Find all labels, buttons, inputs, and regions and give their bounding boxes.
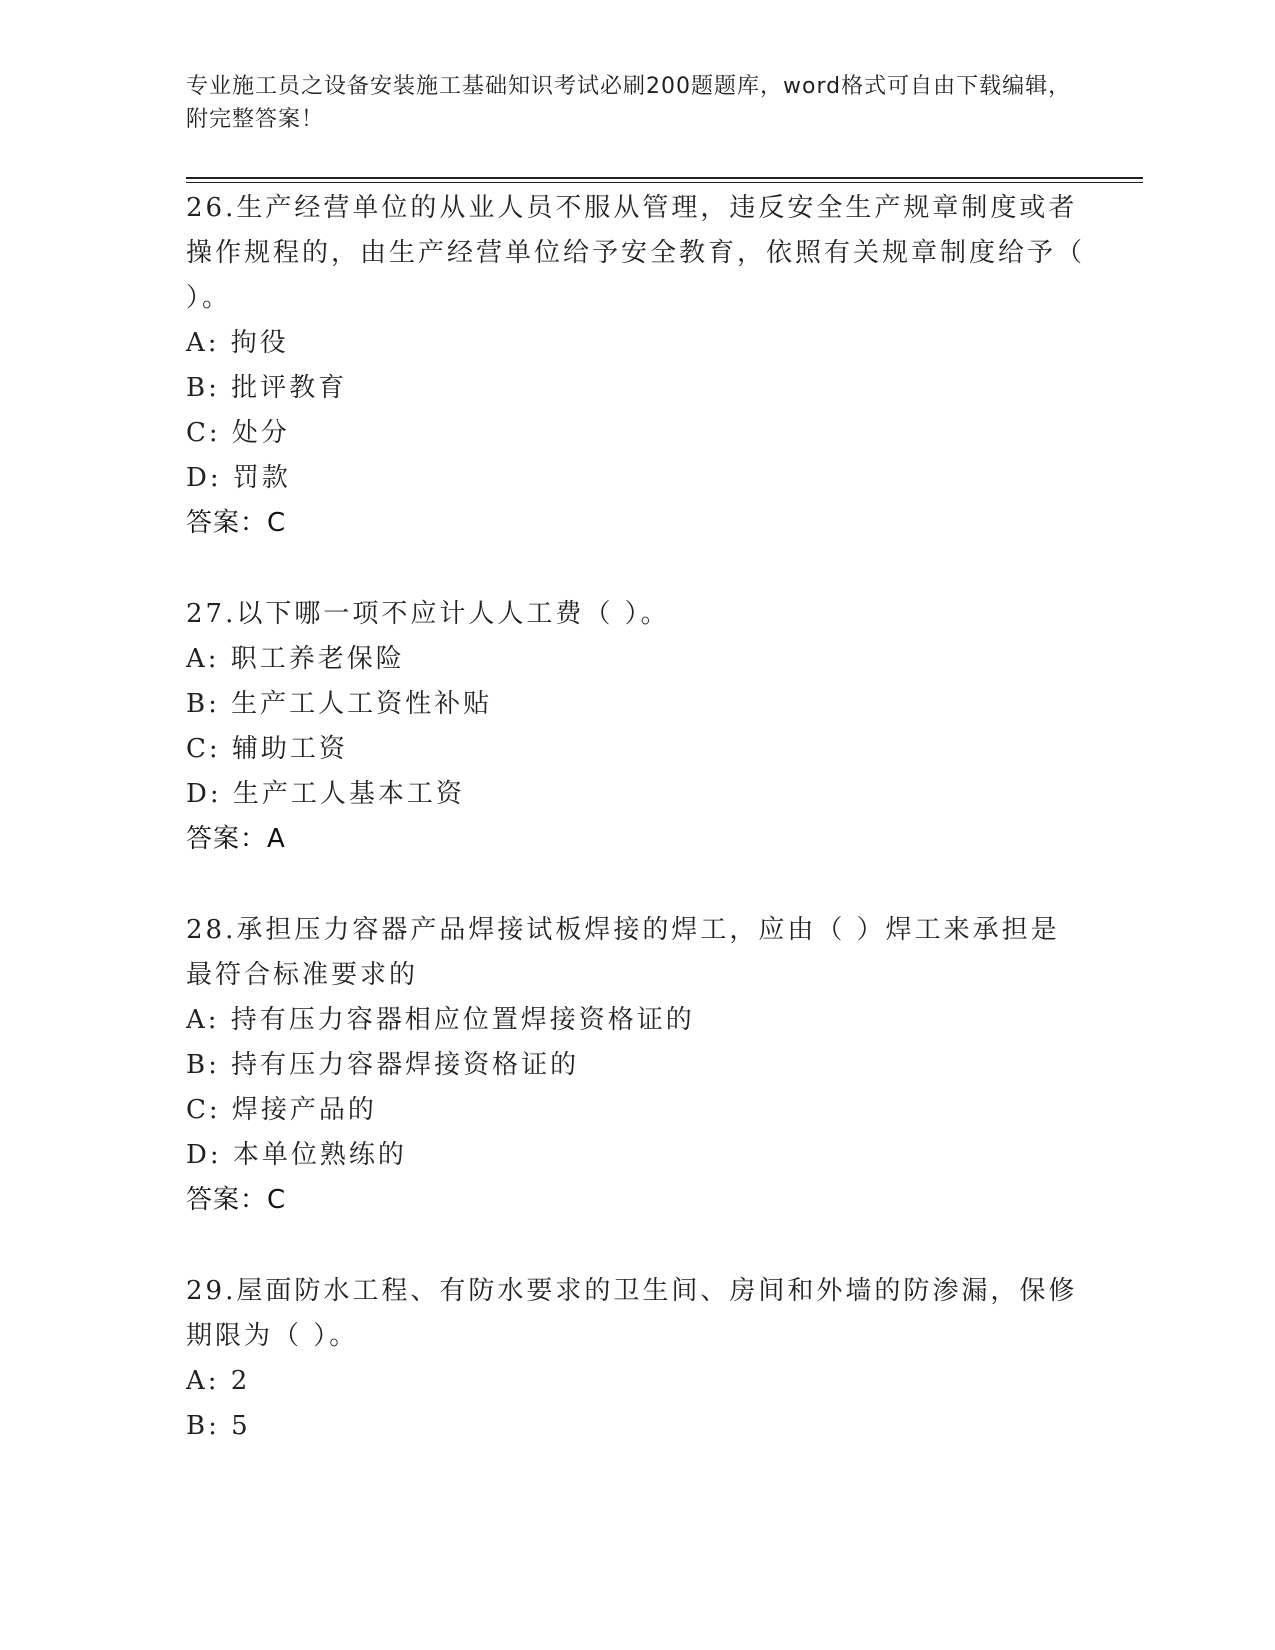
question-28 <box>186 908 1086 1223</box>
question-27 <box>186 592 1086 862</box>
answer-label: 答案：C <box>186 508 287 538</box>
question-26 <box>186 186 1086 546</box>
option-b: B: 批评教育 <box>186 373 348 403</box>
question-text: 26.生产经营单位的从业人员不服从管理，违反安全生产规章制度或者操作规程的，由生产经营单位给予安全教育，依照有关规章制度给予（ ）。 <box>186 193 1086 313</box>
document-header: 专业施工员之设备安装施工基础知识考试必刷200题题库，word格式可自由下载编辑，附完整答案！ <box>186 74 1072 132</box>
question-29 <box>186 1269 1086 1449</box>
option-d: D: 生产工人基本工资 <box>186 779 465 809</box>
option-c: C: 辅助工资 <box>186 734 348 764</box>
option-d: D: 罚款 <box>186 463 291 493</box>
question-list <box>186 186 1086 1495</box>
option-a: A: 持有压力容器相应位置焊接资格证的 <box>186 1005 695 1035</box>
option-b: B: 生产工人工资性补贴 <box>186 689 493 719</box>
option-b: B: 持有压力容器焊接资格证的 <box>186 1050 580 1080</box>
option-a: A: 职工养老保险 <box>186 644 405 674</box>
header-divider-thick <box>186 177 1143 179</box>
question-text: 28.承担压力容器产品焊接试板焊接的焊工，应由（ ）焊工来承担是最符合标准要求的 <box>186 915 1060 990</box>
option-c: C: 处分 <box>186 418 290 448</box>
option-d: D: 本单位熟练的 <box>186 1140 407 1170</box>
option-b: B: 5 <box>186 1411 251 1441</box>
answer-label: 答案：C <box>186 1185 287 1215</box>
option-c: C: 焊接产品的 <box>186 1095 377 1125</box>
option-a: A: 拘役 <box>186 328 289 358</box>
question-text: 27.以下哪一项不应计人人工费（ ）。 <box>186 599 670 629</box>
option-a: A: 2 <box>186 1366 251 1396</box>
header-divider-thin <box>186 182 1143 183</box>
answer-label: 答案：A <box>186 824 286 854</box>
question-text: 29.屋面防水工程、有防水要求的卫生间、房间和外墙的防渗漏，保修期限为（ ）。 <box>186 1276 1078 1351</box>
